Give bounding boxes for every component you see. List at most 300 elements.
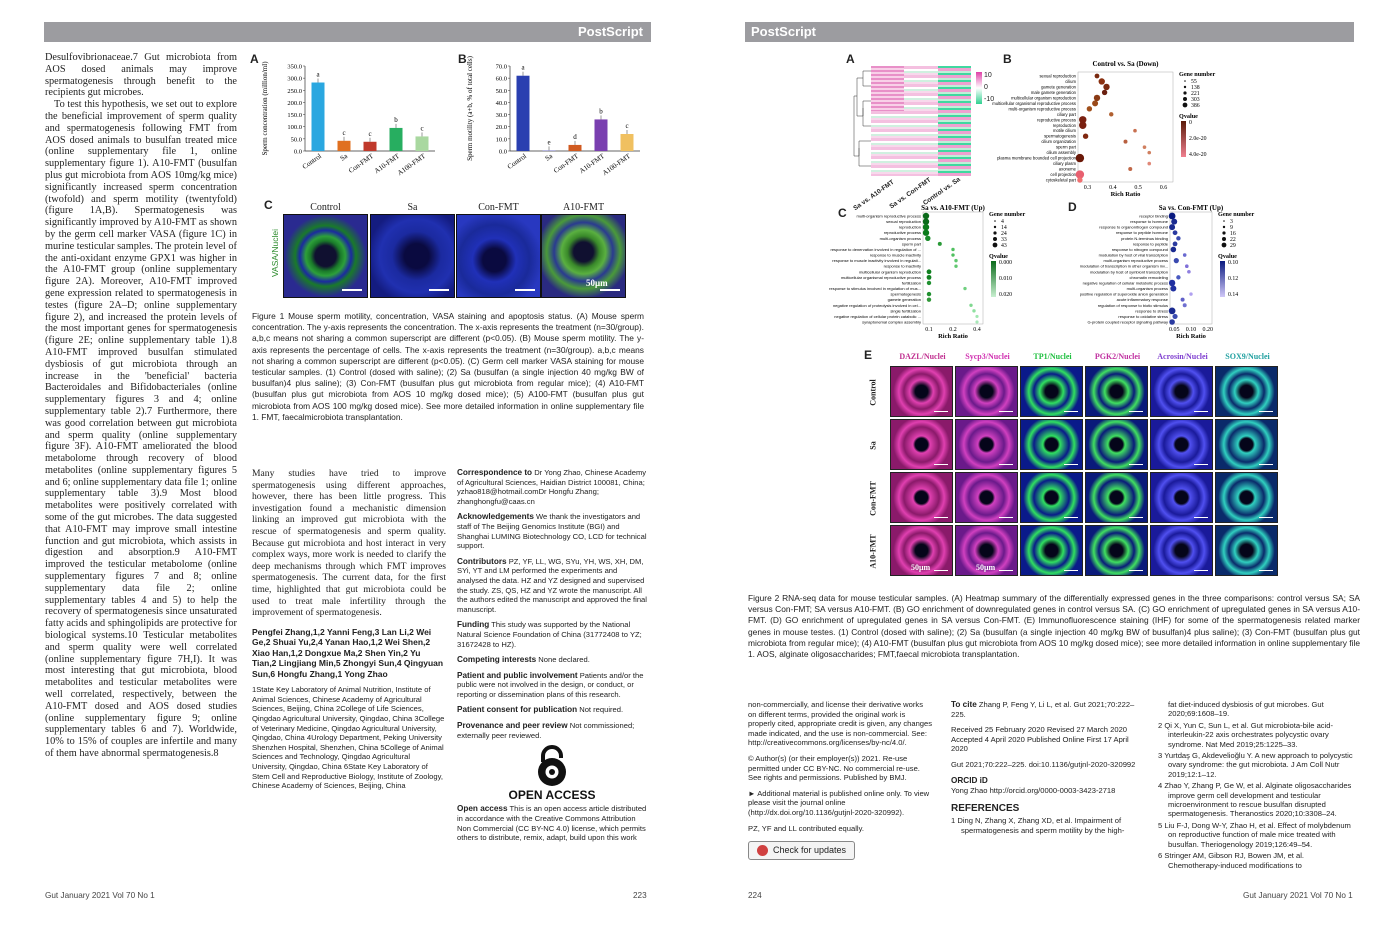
chart-b-ytick: 30.0: [495, 112, 507, 120]
if-image-tile: [1215, 525, 1278, 576]
go-c-dot: [927, 297, 931, 301]
chart-b-bar: [569, 145, 582, 151]
chart-b-ytick: 10.0: [495, 136, 507, 144]
if-image-tile: [955, 419, 1018, 470]
go-b-dot: [1092, 100, 1098, 106]
go-dotplot-c: [829, 200, 1068, 350]
go-b-gene-value: 303: [1191, 97, 1200, 103]
go-c-term: response to stimulus involved in regulation of mus...: [829, 286, 921, 292]
go-c-dot: [975, 315, 978, 318]
body-text-column: [45, 52, 237, 760]
go-b-term: multicellular organism reproduction: [1011, 95, 1076, 101]
go-c-xtick: 0.4: [973, 327, 981, 333]
go-b-dot: [1095, 74, 1100, 79]
chart-a-xtick: A10-FMT: [372, 152, 402, 176]
if-row-label: Sa: [868, 440, 878, 450]
go-b-term: cytoskeletal part: [1045, 177, 1076, 183]
chart-b-bar: [543, 150, 556, 151]
vasa-label-wrap: [266, 214, 278, 296]
go-c-term: negative regulation of proteolysis involved in cel...: [832, 302, 921, 308]
go-d-dot: [1185, 264, 1189, 268]
ref-1-cont: fat diet-induced dysbiosis of gut microbes. Gut 2020;69:1608–19.: [1168, 700, 1324, 719]
go-d-term: negative regulation of cellular metabolic process: [1082, 280, 1168, 286]
go-b-term: multicellular organismal reproductive process: [992, 100, 1076, 106]
chart-b-sig-letter: b: [599, 107, 603, 116]
go-c-term: spermatogenesis: [890, 291, 921, 297]
paragraph-3: Many studies have tried to improve spermatogenesis using different approaches, however, there has been little progress. This investigation found a mechanistic dimension linking an improved gut microbiota with the rescue of spermatogenesis and sperm quality. Because gut microbiota and host interact in very complex ways, more work is needed to clarify the deep mechanisms through which FMT improves spermatogenesis. The current data, for the first time, highlighted that gut microbiota could be used to treat male infertility through the improvement of spermatogenesis.: [252, 468, 446, 619]
if-image-tile: [1150, 366, 1213, 417]
go-d-xlabel: Rich Ratio: [1176, 333, 1206, 340]
col-label-a10-fmt: A10-FMT: [562, 202, 605, 213]
go-c-dot: [954, 265, 957, 268]
go-d-gene-dot: [1222, 237, 1226, 241]
go-c-dot: [951, 253, 954, 256]
go-b-dot: [1079, 122, 1086, 129]
go-c-gene-dot: [993, 231, 996, 234]
competing-heading: Competing interests: [457, 655, 537, 665]
chart-a-bar: [312, 83, 325, 151]
go-c-term: multi-organism reproductive process: [856, 213, 921, 219]
go-d-title: Sa vs. Con-FMT (Up): [1158, 204, 1224, 212]
if-row-label: Con-FMT: [868, 480, 878, 516]
dendrogram: [853, 66, 871, 176]
ref-4: 4 Zhao Y, Zhang P, Ge W, et al. Alginate oligosaccharides improve germ cell development and testicular microenvironment to rescue busulfan disrupted spermatogenesis. Theranostics 2020;10:3308–24.: [1158, 781, 1352, 819]
if-image-tile: [1150, 419, 1213, 470]
ref-2: 2 Qi X, Yun C, Sun L, et al. Gut microbiota-bile acid-interleukin-22 axis orchestrates polycystic ovary syndrome. Nat Med 2019;25:1225–33.: [1158, 720, 1334, 749]
go-c-term: reproductive process: [883, 230, 921, 236]
if-image-tile: [1085, 366, 1148, 417]
go-c-term: single fertilization: [890, 308, 921, 314]
go-c-q-value: 0.010: [999, 276, 1013, 282]
go-c-gene-value: 33: [1001, 237, 1007, 243]
scale-10: 10: [984, 72, 992, 79]
chart-b-ylabel: Sperm motility (a+b, % of total cells): [466, 56, 474, 161]
go-d-gene-dot: [1222, 243, 1227, 248]
open-access-text: This is an open access article distributed in accordance with the Creative Commons Attribution Non Commercial (CC BY-NC 4.0) license, which permits others to distribute, remix, adapt, build upon this work: [457, 804, 647, 843]
page-224: [698, 0, 1396, 925]
go-c-gene-value: 43: [1001, 243, 1007, 249]
go-b-dot: [1094, 95, 1100, 101]
go-d-term: response to organonitrogen compound: [1099, 224, 1168, 230]
section-header: PostScript: [44, 22, 651, 42]
go-c-term: synaptonemal complex assembly: [862, 319, 921, 325]
go-b-term: sexual reproduction: [1039, 73, 1076, 79]
go-b-title: Control vs. Sa (Down): [1092, 60, 1159, 68]
go-c-term: response to muscle inactivity involved in regulati...: [832, 258, 921, 264]
go-d-term: acute inflammatory response: [1116, 297, 1168, 303]
go-b-gene-dot: [1183, 91, 1186, 94]
contributors-text: PZ, YF, LL, WG, SYu, YH, WS, XH, DM, SYi, YT and LM performed the experiments and analysed the data. HZ and YZ designed and supervised the study. ZS, QS, HZ and YZ wrote the manuscript. All the authors edited the manuscript and approved the final manuscript.: [457, 556, 647, 614]
go-c-term: gamete generation: [887, 297, 921, 303]
competing-text: None declared.: [538, 655, 590, 665]
go-b-term: gamete generation: [1041, 84, 1076, 90]
fig2-label-c: C: [838, 206, 847, 220]
go-d-term: G-protein coupled receptor signaling pathway: [1087, 319, 1168, 325]
chart-a-bar: [416, 136, 429, 151]
chart-b-bar: [621, 134, 634, 151]
chart-a-xtick: Sa: [338, 152, 350, 163]
if-col-label: TP1/Nuclei: [1033, 352, 1072, 361]
chart-b-ytick: 0.0: [498, 148, 507, 156]
chart-a-xtick: Control: [300, 152, 324, 171]
chart-b-ytick: 70.0: [495, 63, 507, 71]
chart-a-sig-letter: c: [368, 129, 372, 138]
go-b-xtick: 0.6: [1159, 185, 1168, 191]
go-b-gene-value: 138: [1191, 85, 1200, 91]
go-c-term: multi-organism process: [879, 235, 921, 241]
open-access-label: OPEN ACCESS: [508, 787, 596, 802]
go-d-dot: [1169, 213, 1176, 220]
go-b-gene-dot: [1184, 80, 1186, 82]
go-b-term: cilium assembly: [1046, 150, 1076, 156]
go-d-gene-value: 22: [1230, 237, 1236, 243]
go-b-term: reproductive process: [1037, 117, 1076, 123]
go-d-term: protein N-terminus binding: [1121, 235, 1168, 241]
patient-involvement-text: Patients and/or the public were not involved in the design, or conduct, or reporting or dissemination plans of this research.: [457, 670, 644, 699]
go-d-term: modulation by host of viral transcription: [1098, 252, 1168, 258]
chart-b-ytick: 20.0: [495, 124, 507, 132]
cite-heading: To cite: [951, 700, 977, 709]
funding-heading: Funding: [457, 620, 490, 630]
go-d-dot: [1183, 303, 1187, 307]
go-b-gene-dot: [1183, 97, 1187, 101]
orcid-heading: ORCID iD: [951, 775, 988, 785]
chart-b-xtick: A10-FMT: [577, 152, 607, 176]
chart-b-xtick: A100-FMT: [601, 152, 633, 178]
go-d-term: response to peptide: [1132, 241, 1168, 247]
go-c-term: sexual reproduction: [886, 219, 921, 225]
go-d-gene-dot: [1223, 220, 1225, 222]
go-b-term: cilium organization: [1041, 139, 1076, 145]
patient-consent-heading: Patient consent for publication: [457, 705, 578, 715]
paragraph-1: Desulfovibrionaceae.7 Gut microbiota from AOS dosed animals may improve spermatogenesis through benefit to the recipients gut microbes.: [45, 52, 237, 99]
go-d-dot: [1173, 241, 1178, 246]
go-d-gene-heading: Gene number: [1218, 211, 1255, 218]
go-b-gene-heading: Gene number: [1179, 71, 1216, 78]
go-b-q-colorbar: [1181, 121, 1186, 157]
chart-b-ytick: 40.0: [495, 99, 507, 107]
go-d-term: response to hormone: [1130, 219, 1168, 225]
open-access-logo: [457, 746, 647, 800]
chart-a-sig-letter: c: [420, 124, 424, 133]
go-b-dot: [1083, 134, 1088, 139]
chart-a-ytick: 0.0: [293, 148, 302, 156]
go-c-term: sperm part: [901, 241, 921, 247]
additional-material: ► Additional material is published online only. To view please visit the journal online (http://dx.doi.org/10.1136/gutjnl-2020-320992).: [748, 788, 930, 817]
vasa-nuclei-label: VASA/Nuclei: [270, 228, 280, 278]
go-d-term: receptor binding: [1139, 213, 1168, 219]
go-d-dot: [1174, 258, 1179, 263]
check-for-updates-button[interactable]: [748, 841, 855, 860]
go-b-xlabel: Rich Ratio: [1110, 191, 1141, 198]
go-b-term: ciliary part: [1056, 111, 1076, 117]
go-b-dot: [1077, 177, 1082, 182]
chart-a-ytick: 350.0: [287, 63, 302, 71]
if-scale-label: 50μm: [976, 563, 996, 572]
ref-1: 1 Ding N, Zhang X, Zhang XD, et al. Impairment of spermatogenesis and sperm motility by the high-: [951, 816, 1125, 835]
go-b-dot: [1109, 112, 1113, 116]
if-image-tile: [1215, 472, 1278, 523]
chart-a-xtick: Con-FMT: [347, 152, 376, 175]
equal-contribution: PZ, YF and LL contributed equally.: [748, 823, 864, 833]
go-c-xlabel: Rich Ratio: [938, 333, 968, 340]
update-icon: [757, 845, 768, 856]
go-c-term: response to inactivity: [883, 263, 921, 269]
go-c-q-colorbar: [991, 261, 996, 297]
if-image-tile: [1215, 419, 1278, 470]
go-c-term: reproduction: [898, 224, 921, 230]
go-b-term: cell projection: [1050, 172, 1076, 178]
go-b-term: spermatogenesis: [1044, 133, 1076, 139]
go-d-gene-value: 29: [1230, 243, 1236, 249]
if-image-tile: [1150, 525, 1213, 576]
open-access-lock-icon: [534, 746, 570, 788]
if-col-label: DAZL/Nuclei: [899, 352, 946, 361]
chart-a-bar: [364, 142, 377, 151]
go-d-xtick: 0.20: [1202, 327, 1214, 333]
go-b-gene-value: 55: [1191, 79, 1197, 85]
panel-label-a: A: [250, 52, 259, 66]
if-image-tile: [1150, 472, 1213, 523]
chart-a-ytick: 150.0: [287, 112, 302, 120]
go-c-dot: [927, 269, 932, 274]
go-d-term: regulation of response to biotic stimulus: [1097, 302, 1168, 308]
go-d-dot: [1169, 224, 1175, 230]
correspondence-text: Dr Yong Zhao, Chinese Academy of Agricultural Sciences, Haidian District 100081, China; yzhao818@hotmail.comDr Hongfu Zhang; zhanghongfu@caas.cn: [457, 468, 647, 506]
go-c-term: multicellular organism reproduction: [858, 269, 921, 275]
if-col-label: SOX9/Nuclei: [1225, 352, 1270, 361]
chart-b-ytick: 50.0: [495, 87, 507, 95]
go-c-q-value: 0.000: [999, 260, 1013, 266]
references-column: [1158, 700, 1358, 872]
go-d-dot: [1169, 280, 1175, 286]
go-b-xtick: 0.5: [1134, 185, 1142, 191]
doi: Gut 2021;70:222–225. doi:10.1136/gutjnl-2020-320992: [951, 759, 1136, 769]
chart-a-xtick: A100-FMT: [396, 152, 428, 178]
chart-a-bar: [390, 128, 403, 151]
go-c-dot: [923, 230, 929, 236]
go-b-term: sperm part: [1055, 144, 1076, 150]
footer-journal-right: Gut January 2021 Vol 70 No 1: [1243, 891, 1353, 900]
heatmap: [871, 66, 971, 176]
if-row-label: Control: [868, 378, 878, 406]
chart-a-sig-letter: c: [342, 128, 346, 137]
go-d-term: response to oxidative stress: [1118, 313, 1168, 319]
chart-a-sig-letter: b: [394, 115, 398, 124]
orcid-link[interactable]: Yong Zhao http://orcid.org/0000-0003-3423-2718: [951, 786, 1116, 796]
ref-3: 3 Yurtdaş G, Akdevelioğlu Y. A new approach to polycystic ovary syndrome: the gut microbiota. J Am Coll Nutr 2019;12:1–12.: [1158, 751, 1353, 779]
go-b-q-value: 0: [1189, 120, 1192, 126]
go-d-q-heading: Qvalue: [1218, 253, 1237, 260]
go-d-gene-dot: [1223, 226, 1225, 228]
go-b-dot: [1087, 106, 1092, 111]
panel-label-c: C: [264, 198, 273, 212]
go-c-gene-dot: [993, 237, 997, 241]
go-d-term: response to peptide hormone: [1115, 230, 1168, 236]
if-col-label: Sycp3/Nuclei: [965, 352, 1010, 361]
go-b-dot: [1147, 151, 1151, 155]
chart-b-ytick: 60.0: [495, 75, 507, 83]
paragraph-2: To test this hypothesis, we set out to explore the beneficial improvement of sperm quality and spermatogenesis following FMT from AOS dosed animals to busulfan treated mice (online supplementary file 1, online supplementary figure 1). A10-FMT (busulfan plus gut microbiota from AOS 10mg/kg mice) significantly increased sperm concentration (twofold) and sperm motility (twentyfold) (figure 1A,B). Spermatogenesis was significantly improved by A10-FMT as shown by the germ cell marker VASA (figure 1C) in murine testicular samples. The protein level of the anti-oxidant enzyme GPX1 was higher in the A10-FMT group (online supplementary figure 2A). Moreover, A10-FMT improved gene expression related to spermatogenesis in testes (figure 2A–D; online supplementary figure 2), and increased the protein levels of the most important genes for spermatogenesis (figure 2E; online supplementary table 1).8 A10-FMT improved busulfan stimulated dysbiosis of gut microbiota through an increase in the 'beneficial' bacteria Bacteroidales and Bifidobacteriales (online supplementary figures 3 and 4; online supplementary table 2).7 Furthermore, there was good correlation between gut microbiota and sperm quality (online supplementary figure 3F). A10-FMT ameliorated the blood metabolome through recovery of blood metabolites (online supplementary figures 5 and 6; online supplementary data file 1; online supplementary table 3).9 Most blood metabolites were positively correlated with some of the gut microbes. The data suggested that A10-FMT may improve small intestine function and gut microbiota, which assists in digestion and absorption.9 A10-FMT improved the testicular metabolome (online supplementary figures 7 and 8; online supplementary data file 2; online supplementary tables 4 and 5) to help the recovery of spermatogenesis since unsaturated fatty acids and sphingolipids are protective for biological systems.10 Testicular metabolites and sperm quality were well correlated (online supplementary figure 7H,I). It was most interesting that gut microbiota, blood metabolites and testicular metabolites were well correlated, respectively, between the A10-FMT dosed and AOS dosed studies (online supplementary figure 9; online supplementary tables 6 and 7). Worldwide, 10% to 15% of couples are infertile and many of them have abnormal spermatogenesis.8: [45, 99, 237, 760]
if-image-tile: [955, 525, 1018, 576]
go-d-term: response to stress: [1135, 308, 1168, 314]
go-c-term: fertilization: [901, 280, 921, 286]
copyright-text: © Author(s) (or their employer(s)) 2021. Re-use permitted under CC BY-NC. No commercial re-use. See rights and permissions. Published by BMJ.: [748, 753, 920, 783]
go-b-gene-dot: [1183, 103, 1188, 108]
go-d-dot: [1171, 219, 1177, 225]
go-d-dot: [1171, 247, 1177, 253]
col-label-control: Control: [310, 202, 341, 213]
go-c-dot: [963, 287, 966, 290]
chart-a-bar: [338, 141, 351, 151]
go-d-q-value: 0.14: [1228, 292, 1239, 298]
go-b-dot: [1124, 140, 1128, 144]
check-for-updates-label: Check for updates: [773, 844, 847, 855]
go-d-xtick: 0.05: [1168, 327, 1180, 333]
go-d-gene-value: 16: [1230, 231, 1236, 237]
go-c-dot: [923, 224, 929, 230]
go-c-gene-value: 14: [1001, 225, 1007, 231]
go-d-q-value: 0.10: [1228, 260, 1239, 266]
go-b-term: multi-organism reproductive process: [1008, 106, 1076, 112]
open-access-heading: Open access: [457, 804, 508, 814]
provenance-text: Not commissioned; externally peer reviewed.: [457, 721, 635, 740]
go-dotplot-b: [992, 56, 1268, 206]
contributors-heading: Contributors: [457, 556, 507, 566]
citation-column: [951, 700, 1141, 837]
chart-b-xtick: Sa: [543, 152, 555, 163]
go-b-dot: [1103, 84, 1109, 90]
funding-text: This study was supported by the National Natural Science Foundation of China (31772408 to YZ; 31672428 to HZ).: [457, 620, 642, 649]
if-image-tile: [1020, 525, 1083, 576]
chart-a-ytick: 100.0: [287, 124, 302, 132]
dates: Received 25 February 2020 Revised 27 March 2020 Accepted 4 April 2020 Published Online First 17 April 2020: [951, 725, 1129, 754]
go-c-gene-dot: [994, 220, 996, 222]
go-d-xtick: 0.10: [1185, 327, 1197, 333]
patient-involvement-heading: Patient and public involvement: [457, 670, 578, 680]
page-number-223: 223: [633, 891, 647, 900]
page-number-224: 224: [748, 891, 762, 900]
if-image-tile: [1085, 472, 1148, 523]
go-d-dot: [1172, 314, 1177, 319]
go-dotplot-d: [1070, 200, 1310, 350]
go-c-xtick: 0.1: [925, 327, 933, 333]
vasa-image-con-fmt: [456, 214, 541, 298]
go-c-term: response to muscle inactivity: [869, 252, 921, 258]
go-c-dot: [923, 213, 929, 219]
affiliations: 1State Key Laboratory of Animal Nutrition, Institute of Animal Sciences, Chinese Academy of Agricultural Sciences, Beijing, China 2College of Life Sciences, Qingdao Agricultural University, Qingdao, China 3College of Veterinary Medicine, Qingdao Agricultural University, Qingdao, China 4Urology Department, Peking University Shenzhen Hospital, Shenzhen, China 5College of Animal Sciences and Technology, Qingdao Agricultural University, Qingdao, China 6State Key Laboratory of Stem Cell and Reproductive Biology, Institute of Zoology, Chinese Academy of Sciences, Beijing, China: [252, 685, 445, 791]
author-list: Pengfei Zhang,1,2 Yanni Feng,3 Lan Li,2 Wei Ge,2 Shuai Yu,2,4 Yanan Hao,1,2 Wei Shen,2 Xiao Han,1,2 Dongxue Ma,2 Shen Yin,2 Yu Tian,2 Lingjiang Min,5 Zhongyi Sun,4 Qingyuan Sun,6 Hongfu Zhang,1 Yong Zhao: [252, 626, 444, 679]
chart-b-sig-letter: e: [547, 138, 551, 147]
if-image-tile: [1020, 419, 1083, 470]
go-d-dot: [1170, 286, 1176, 292]
go-d-term: chromatin remodeling: [1129, 274, 1168, 280]
col-label-con-fmt: Con-FMT: [478, 202, 519, 213]
go-d-q-value: 0.12: [1228, 276, 1239, 282]
go-d-q-colorbar: [1220, 261, 1225, 297]
footer-journal-left: Gut January 2021 Vol 70 No 1: [45, 891, 155, 900]
if-image-tile: [890, 366, 953, 417]
if-scale-label: 50μm: [911, 563, 931, 572]
chart-b-sig-letter: a: [521, 63, 525, 72]
go-d-dot: [1173, 230, 1178, 235]
go-c-term: response to denervation involved in regulation of ...: [830, 246, 921, 252]
heat-col-2: Sa vs. Con-FMT: [888, 176, 933, 211]
go-d-dot: [1183, 253, 1187, 257]
chart-a-ytick: 200.0: [287, 99, 302, 107]
go-b-term: plasma membrane bounded cell projection: [997, 155, 1076, 161]
acknowledgements-heading: Acknowledgements: [457, 512, 534, 522]
if-image-tile: [890, 525, 953, 576]
go-b-dot: [1076, 154, 1084, 162]
fig2-label-a: A: [846, 52, 855, 66]
cite-text: Zhang P, Feng Y, Li L, et al. Gut 2021;70:222–225.: [951, 700, 1135, 719]
go-b-term: reproduction: [1052, 122, 1076, 128]
go-d-term: response to nitrogen compound: [1111, 246, 1168, 252]
chart-a-ytick: 300.0: [287, 75, 302, 83]
go-d-dot: [1169, 319, 1175, 325]
go-c-gene-dot: [993, 243, 998, 248]
go-b-gene-dot: [1184, 86, 1186, 88]
go-b-xtick: 0.4: [1109, 185, 1117, 191]
chart-b-xtick: Control: [505, 152, 529, 171]
if-image-tile: [890, 419, 953, 470]
if-col-label: PGK2/Nuclei: [1094, 352, 1141, 361]
if-image-tile: [890, 472, 953, 523]
chart-b-bar: [595, 119, 608, 151]
go-c-dot: [925, 236, 930, 241]
go-c-gene-dot: [994, 226, 996, 228]
go-b-gene-value: 386: [1191, 103, 1200, 109]
heatmap-scale: [976, 72, 982, 104]
go-b-q-value: 4.0e-20: [1189, 152, 1207, 158]
go-b-dot: [1147, 162, 1151, 166]
go-d-dot: [1176, 275, 1180, 279]
go-c-dot: [954, 259, 957, 262]
license-column: [748, 700, 933, 860]
go-b-xtick: 0.3: [1083, 185, 1092, 191]
license-text: non-commercially, and license their derivative works on different terms, provided the original work is properly cited, appropriate credit is given, any changes made indicated, and the use is non-commercial. See: http://creativecommons.org/licenses/by-nc/4.0/.: [748, 700, 933, 748]
go-c-dot: [972, 309, 975, 312]
go-d-dot: [1169, 307, 1176, 314]
go-c-gene-value: 4: [1001, 219, 1004, 225]
panel-label-b: B: [458, 52, 467, 66]
acknowledgements-text: We thank the investigators and staff of The Beijing Genomics Institute (BGI) and Shanghai LUMING Biotechnology CO, LCD for technical support.: [457, 512, 647, 551]
section-header-right: PostScript: [745, 22, 1354, 42]
go-c-dot: [927, 292, 931, 296]
go-c-term: multicellular organismal reproductive process: [840, 274, 921, 280]
go-d-gene-value: 9: [1230, 225, 1233, 231]
go-d-term: multi-organism process: [1126, 286, 1168, 292]
patient-consent-text: Not required.: [579, 705, 624, 715]
go-c-q-value: 0.020: [999, 292, 1013, 298]
go-d-dot: [1181, 298, 1185, 302]
go-b-dot: [1143, 145, 1147, 149]
go-c-dot: [938, 242, 942, 246]
chart-b-sig-letter: c: [625, 122, 629, 130]
references-heading: REFERENCES: [951, 802, 1020, 814]
go-d-dot: [1176, 236, 1180, 240]
go-d-term: modulation by host of symbiont transcription: [1089, 269, 1168, 275]
if-staining-grid: [870, 352, 1322, 584]
vasa-image-a10-fmt: [541, 214, 626, 298]
go-c-title: Sa vs. A10-FMT (Up): [921, 204, 985, 212]
go-d-gene-value: 3: [1230, 219, 1233, 225]
chart-a-ytick: 50.0: [290, 136, 302, 144]
go-c-dot: [969, 304, 972, 307]
if-image-tile: [1085, 419, 1148, 470]
go-b-gene-value: 221: [1191, 91, 1200, 97]
